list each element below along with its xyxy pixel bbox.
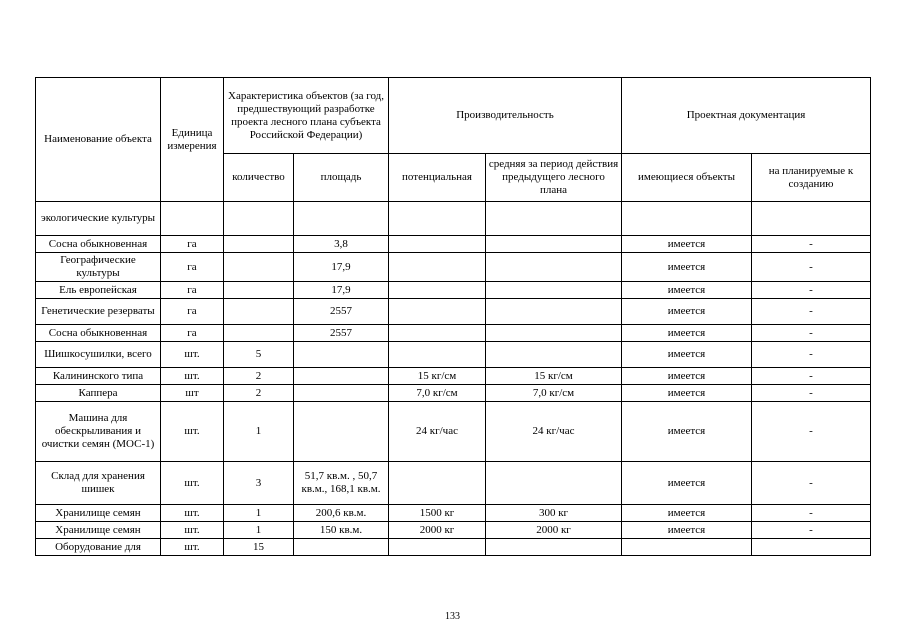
cell-qty: 2 bbox=[224, 385, 294, 402]
cell-unit: шт. bbox=[161, 368, 224, 385]
cell-planned: - bbox=[752, 282, 871, 299]
header-planned: на планируемые к созданию bbox=[752, 154, 871, 202]
cell-qty: 1 bbox=[224, 505, 294, 522]
cell-planned: - bbox=[752, 368, 871, 385]
cell-average: 24 кг/час bbox=[486, 402, 622, 462]
cell-average bbox=[486, 325, 622, 342]
header-area: площадь bbox=[294, 154, 389, 202]
cell-unit: шт. bbox=[161, 342, 224, 368]
cell-average bbox=[486, 253, 622, 282]
cell-area bbox=[294, 385, 389, 402]
cell-potential bbox=[389, 253, 486, 282]
cell-average bbox=[486, 282, 622, 299]
table-row bbox=[36, 299, 871, 325]
cell-area: 17,9 bbox=[294, 282, 389, 299]
cell-existing: имеется bbox=[622, 253, 752, 282]
objects-table bbox=[35, 77, 871, 556]
header-existing: имеющиеся объекты bbox=[622, 154, 752, 202]
cell-name: Калининского типа bbox=[36, 368, 161, 385]
cell-area: 150 кв.м. bbox=[294, 522, 389, 539]
cell-existing: имеется bbox=[622, 299, 752, 325]
page-number: 133 bbox=[445, 611, 460, 622]
cell-average bbox=[486, 202, 622, 236]
cell-existing: имеется bbox=[622, 282, 752, 299]
cell-name: Географические культуры bbox=[36, 253, 161, 282]
cell-potential: 2000 кг bbox=[389, 522, 486, 539]
cell-planned: - bbox=[752, 253, 871, 282]
cell-potential bbox=[389, 462, 486, 505]
table-row bbox=[36, 522, 871, 539]
cell-planned bbox=[752, 539, 871, 556]
cell-existing: имеется bbox=[622, 402, 752, 462]
cell-name: Склад для хранения шишек bbox=[36, 462, 161, 505]
cell-potential: 7,0 кг/см bbox=[389, 385, 486, 402]
header-name: Наименование объекта bbox=[36, 78, 161, 202]
header-unit: Единица измерения bbox=[161, 78, 224, 202]
cell-average bbox=[486, 342, 622, 368]
cell-area bbox=[294, 342, 389, 368]
cell-qty bbox=[224, 299, 294, 325]
cell-unit: га bbox=[161, 325, 224, 342]
cell-planned: - bbox=[752, 462, 871, 505]
cell-existing: имеется bbox=[622, 236, 752, 253]
cell-name: Каппера bbox=[36, 385, 161, 402]
cell-area bbox=[294, 368, 389, 385]
header-productivity: Производительность bbox=[389, 78, 622, 154]
header-characteristics: Характеристика объектов (за год, предшествующий разработке проекта лесного плана субъекта Российской Федерации) bbox=[224, 78, 389, 154]
table-row bbox=[36, 462, 871, 505]
cell-potential bbox=[389, 325, 486, 342]
cell-qty: 5 bbox=[224, 342, 294, 368]
table-row bbox=[36, 505, 871, 522]
cell-planned: - bbox=[752, 299, 871, 325]
cell-area bbox=[294, 202, 389, 236]
cell-qty: 1 bbox=[224, 402, 294, 462]
cell-qty bbox=[224, 282, 294, 299]
cell-area: 2557 bbox=[294, 325, 389, 342]
cell-unit: шт. bbox=[161, 462, 224, 505]
cell-average bbox=[486, 539, 622, 556]
table-row bbox=[36, 202, 871, 236]
table-row bbox=[36, 402, 871, 462]
cell-unit: шт bbox=[161, 385, 224, 402]
cell-planned: - bbox=[752, 325, 871, 342]
cell-name: Машина для обескрыливания и очистки семян (МОС-1) bbox=[36, 402, 161, 462]
cell-name: Сосна обыкновенная bbox=[36, 236, 161, 253]
header-average: средняя за период действия предыдущего лесного плана bbox=[486, 154, 622, 202]
table-row bbox=[36, 342, 871, 368]
cell-name: Хранилище семян bbox=[36, 522, 161, 539]
cell-area: 51,7 кв.м. , 50,7 кв.м., 168,1 кв.м. bbox=[294, 462, 389, 505]
table-row bbox=[36, 236, 871, 253]
cell-unit: га bbox=[161, 282, 224, 299]
cell-potential bbox=[389, 539, 486, 556]
cell-unit bbox=[161, 202, 224, 236]
header-quantity: количество bbox=[224, 154, 294, 202]
table-row bbox=[36, 539, 871, 556]
cell-qty: 3 bbox=[224, 462, 294, 505]
cell-area: 17,9 bbox=[294, 253, 389, 282]
table-row bbox=[36, 385, 871, 402]
cell-planned: - bbox=[752, 522, 871, 539]
cell-existing bbox=[622, 539, 752, 556]
cell-average bbox=[486, 236, 622, 253]
cell-potential: 24 кг/час bbox=[389, 402, 486, 462]
cell-potential bbox=[389, 202, 486, 236]
cell-name: Оборудование для bbox=[36, 539, 161, 556]
cell-name: Ель европейская bbox=[36, 282, 161, 299]
header-potential: потенциальная bbox=[389, 154, 486, 202]
cell-existing: имеется bbox=[622, 522, 752, 539]
cell-unit: шт. bbox=[161, 402, 224, 462]
cell-unit: шт. bbox=[161, 539, 224, 556]
cell-average: 15 кг/см bbox=[486, 368, 622, 385]
cell-name: Хранилище семян bbox=[36, 505, 161, 522]
cell-unit: га bbox=[161, 236, 224, 253]
cell-qty: 2 bbox=[224, 368, 294, 385]
cell-existing bbox=[622, 202, 752, 236]
cell-name: экологические культуры bbox=[36, 202, 161, 236]
cell-potential: 15 кг/см bbox=[389, 368, 486, 385]
cell-planned: - bbox=[752, 236, 871, 253]
cell-area bbox=[294, 539, 389, 556]
cell-qty bbox=[224, 253, 294, 282]
cell-average: 2000 кг bbox=[486, 522, 622, 539]
cell-existing: имеется bbox=[622, 342, 752, 368]
cell-area: 3,8 bbox=[294, 236, 389, 253]
cell-potential: 1500 кг bbox=[389, 505, 486, 522]
cell-existing: имеется bbox=[622, 325, 752, 342]
cell-name: Шишкосушилки, всего bbox=[36, 342, 161, 368]
cell-average bbox=[486, 462, 622, 505]
cell-existing: имеется bbox=[622, 505, 752, 522]
cell-area: 200,6 кв.м. bbox=[294, 505, 389, 522]
cell-planned: - bbox=[752, 385, 871, 402]
cell-potential bbox=[389, 236, 486, 253]
cell-unit: га bbox=[161, 299, 224, 325]
table-body bbox=[36, 202, 871, 556]
cell-planned: - bbox=[752, 402, 871, 462]
cell-potential bbox=[389, 342, 486, 368]
cell-planned: - bbox=[752, 342, 871, 368]
cell-potential bbox=[389, 299, 486, 325]
cell-unit: шт. bbox=[161, 505, 224, 522]
cell-qty: 1 bbox=[224, 522, 294, 539]
table-row bbox=[36, 282, 871, 299]
cell-qty: 15 bbox=[224, 539, 294, 556]
table-row bbox=[36, 325, 871, 342]
cell-existing: имеется bbox=[622, 462, 752, 505]
cell-average: 7,0 кг/см bbox=[486, 385, 622, 402]
cell-area: 2557 bbox=[294, 299, 389, 325]
header-documentation: Проектная документация bbox=[622, 78, 871, 154]
cell-existing: имеется bbox=[622, 368, 752, 385]
cell-qty bbox=[224, 202, 294, 236]
cell-existing: имеется bbox=[622, 385, 752, 402]
cell-name: Генетические резерваты bbox=[36, 299, 161, 325]
cell-unit: шт. bbox=[161, 522, 224, 539]
table-row bbox=[36, 368, 871, 385]
cell-qty bbox=[224, 236, 294, 253]
cell-unit: га bbox=[161, 253, 224, 282]
table-row bbox=[36, 253, 871, 282]
cell-area bbox=[294, 402, 389, 462]
cell-potential bbox=[389, 282, 486, 299]
cell-average bbox=[486, 299, 622, 325]
cell-name: Сосна обыкновенная bbox=[36, 325, 161, 342]
cell-planned bbox=[752, 202, 871, 236]
cell-qty bbox=[224, 325, 294, 342]
cell-average: 300 кг bbox=[486, 505, 622, 522]
cell-planned: - bbox=[752, 505, 871, 522]
